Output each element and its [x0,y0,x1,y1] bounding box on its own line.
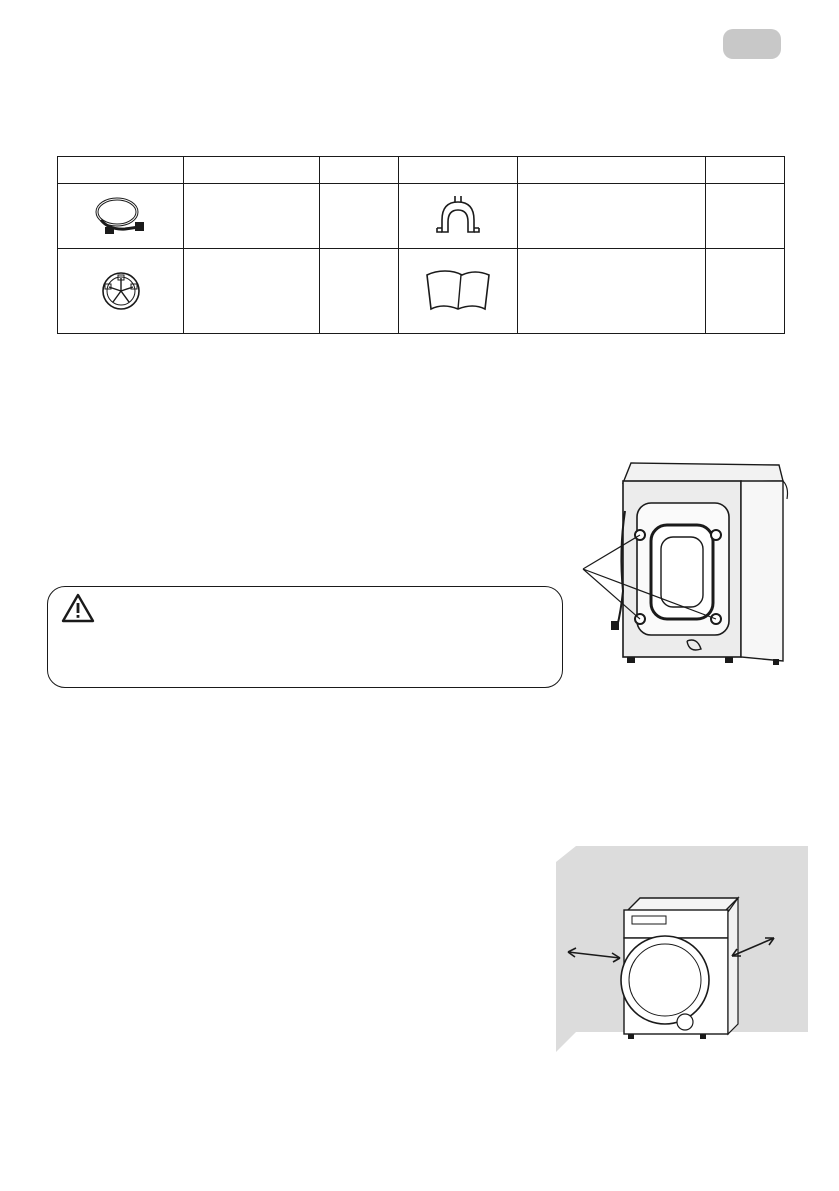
accessory-icon-cell [399,184,518,249]
accessory-quantity [320,249,399,334]
table-header-row [58,157,785,184]
table-row [58,249,785,334]
hose-elbow-support-icon [433,192,483,240]
table-row [58,184,785,249]
header-cell [399,157,518,184]
warning-triangle-icon [60,592,96,624]
accessory-name [184,249,320,334]
accessory-quantity [706,184,785,249]
accessory-icon-cell [58,184,184,249]
inlet-hose-icon [91,194,151,238]
accessory-name [518,184,706,249]
accessories-table [57,156,785,334]
warning-box [47,586,563,688]
accessory-name [518,249,706,334]
language-tab [723,29,781,59]
header-cell [518,157,706,184]
accessory-quantity [320,184,399,249]
machine-clearance-illustration [548,832,808,1056]
header-cell [184,157,320,184]
header-cell [58,157,184,184]
accessory-icon-cell [58,249,184,334]
header-cell [706,157,785,184]
accessory-quantity [706,249,785,334]
manual-book-icon [425,269,491,313]
machine-rear-illustration [577,441,797,691]
blanking-plug-icon [99,269,143,313]
accessory-icon-cell [399,249,518,334]
accessory-name [184,184,320,249]
header-cell [320,157,399,184]
